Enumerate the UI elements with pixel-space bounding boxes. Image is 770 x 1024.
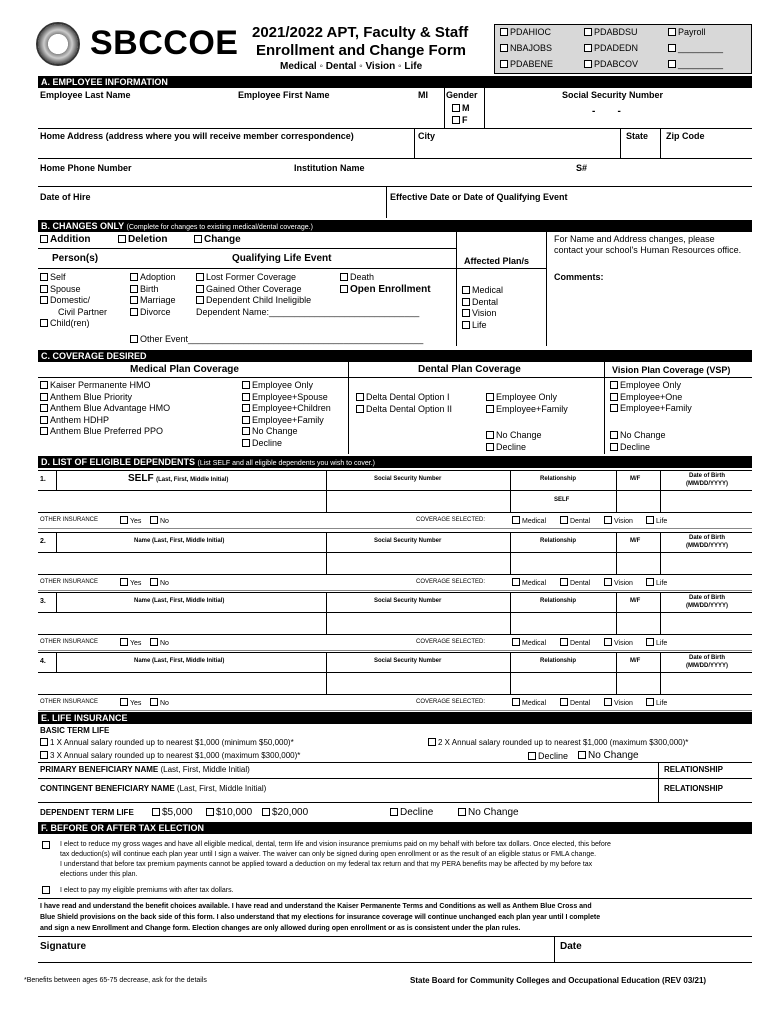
qle-dependent-name-field[interactable]: Dependent Name:______________________________ — [196, 306, 420, 317]
dependent-number: 3. — [40, 598, 46, 605]
relationship-header: Relationship — [540, 658, 577, 664]
form-subtitle: Medical ◦ Dental ◦ Vision ◦ Life — [280, 61, 423, 72]
person-self[interactable]: Self — [40, 272, 107, 284]
relationship-header: Relationship — [540, 538, 577, 544]
mf-header: M/F — [630, 658, 641, 664]
ssn-header: Social Security Number — [374, 658, 442, 664]
primary-beneficiary-label: PRIMARY BENEFICIARY NAME (Last, First, Middle Initial) — [40, 765, 250, 774]
payroll-code-row-2b: PDADEDN — [584, 43, 638, 53]
ssn-dashes: - - — [592, 106, 621, 117]
addition-option[interactable]: Addition — [40, 234, 91, 245]
payroll-code-row-2c: _________ — [668, 43, 723, 53]
checkbox[interactable] — [668, 44, 676, 52]
medical-anthem-hdhp[interactable]: Anthem HDHP — [40, 415, 170, 427]
deletion-option[interactable]: Deletion — [118, 234, 167, 245]
primary-relationship-label: RELATIONSHIP — [664, 765, 723, 774]
vision-decline[interactable]: Decline — [610, 442, 666, 454]
affected-plan-options — [462, 285, 503, 331]
dental-plan-heading: Dental Plan Coverage — [418, 364, 521, 375]
footer-agency: State Board for Community Colleges and Occupational Education (REV 03/21) — [410, 976, 707, 985]
persons-heading: Person(s) — [52, 253, 99, 264]
person-options — [40, 272, 107, 330]
qle-death[interactable]: Death — [340, 272, 374, 282]
med-tier-children[interactable]: Employee+Children — [242, 403, 331, 415]
qle-heading: Qualifying Life Event — [232, 253, 332, 264]
other-insurance-no[interactable]: No — [150, 638, 169, 647]
form-title-line2: Enrollment and Change Form — [256, 42, 467, 59]
before-tax-checkbox[interactable] — [42, 840, 52, 850]
coverage-vision[interactable]: Vision — [604, 578, 633, 587]
vision-tier-options — [610, 380, 692, 415]
ssn-header: Social Security Number — [374, 598, 442, 604]
footer-note: *Benefits between ages 65-75 decrease, ask for the details — [24, 977, 207, 984]
payroll-code-row-1c: Payroll — [668, 27, 706, 37]
date-of-hire-label: Date of Hire — [40, 192, 91, 202]
qle-options-col2 — [196, 272, 419, 318]
life-3x-option[interactable]: 3 X Annual salary rounded up to nearest $1,000 (maximum $300,000)* — [40, 751, 300, 760]
dep-life-5000[interactable]: $5,000 — [152, 807, 193, 818]
mf-header: M/F — [630, 598, 641, 604]
name-change-note: For Name and Address changes, please contact your school's Human Resources office. — [554, 234, 742, 255]
medical-anthem-priority[interactable]: Anthem Blue Priority — [40, 392, 170, 404]
self-relationship-value: SELF — [554, 497, 570, 503]
mi-label: MI — [418, 90, 428, 100]
dental-option-1[interactable]: Delta Dental Option I — [356, 392, 452, 404]
checkbox[interactable] — [584, 44, 592, 52]
vision-employee-one[interactable]: Employee+One — [610, 392, 692, 404]
home-phone-label: Home Phone Number — [40, 163, 132, 173]
coverage-dental[interactable]: Dental — [560, 698, 590, 707]
dep-life-10000[interactable]: $10,000 — [206, 807, 252, 818]
dependent-name-header: Name (Last, First, Middle Initial) — [134, 538, 225, 544]
coverage-selected-label: COVERAGE SELECTED: — [416, 699, 486, 705]
affected-plans-heading: Affected Plan/s — [464, 256, 530, 266]
qle-dependent-ineligible[interactable]: Dependent Child Ineligible — [196, 295, 419, 307]
payroll-code-row-1: PDAHIOC — [500, 27, 551, 37]
qle-open-enrollment[interactable]: Open Enrollment — [340, 284, 431, 295]
vision-employee-only[interactable]: Employee Only — [610, 380, 692, 392]
affected-dental[interactable]: Dental — [462, 297, 503, 309]
person-children[interactable]: Child(ren) — [40, 318, 107, 330]
coverage-vision[interactable]: Vision — [604, 698, 633, 707]
s-number-label: S# — [576, 163, 588, 173]
gender-m-option[interactable]: M — [452, 103, 470, 113]
payroll-code-row-2: NBAJOBS — [500, 43, 552, 53]
state-label: State — [626, 131, 649, 141]
last-name-label: Employee Last Name — [40, 90, 131, 100]
mf-header: M/F — [630, 476, 641, 482]
section-a-header: A. EMPLOYEE INFORMATION — [38, 76, 752, 88]
seal-logo — [36, 22, 80, 66]
other-insurance-no[interactable]: No — [150, 578, 169, 587]
other-insurance-no[interactable]: No — [150, 698, 169, 707]
agency-logo-text: SBCCOE — [90, 24, 239, 62]
relationship-header: Relationship — [540, 476, 577, 482]
city-label: City — [418, 131, 436, 141]
life-no-change[interactable]: No Change — [578, 750, 639, 761]
coverage-dental[interactable]: Dental — [560, 516, 590, 525]
coverage-vision[interactable]: Vision — [604, 516, 633, 525]
dependent-number: 4. — [40, 658, 46, 665]
ssn-label: Social Security Number — [562, 90, 664, 100]
checkbox[interactable] — [500, 44, 508, 52]
other-insurance-yes[interactable]: Yes — [120, 516, 141, 525]
self-name-header: SELF (Last, First, Middle Initial) — [128, 473, 229, 484]
medical-kaiser-hmo[interactable]: Kaiser Permanente HMO — [40, 380, 170, 392]
certification-text: I have read and understand the benefit choices available. I have read and understand the Kaiser Permanente Terms and Conditions as well as Anthem Blue Cross and Blue Shield provisions on the back side of this form. I also understand that my elections for insurance coverage will continue unchanged each plan year until I complete and sign a new Enrollment and Change form. Election changes are only allowed during open enrollment or as is consistent under the plan rules. — [40, 903, 601, 932]
other-insurance-label: OTHER INSURANCE — [40, 639, 99, 645]
dental-nochange-options — [486, 430, 542, 453]
coverage-life[interactable]: Life — [646, 578, 667, 587]
qle-birth[interactable]: Birth — [130, 284, 176, 296]
payroll-code-row-3: PDABENE — [500, 59, 553, 69]
medical-anthem-advantage[interactable]: Anthem Blue Advantage HMO — [40, 403, 170, 415]
dental-employee-only[interactable]: Employee Only — [486, 392, 568, 404]
checkbox[interactable] — [668, 60, 676, 68]
life-1x-option[interactable]: 1 X Annual salary rounded up to nearest $1,000 (minimum $50,000)* — [40, 738, 294, 747]
payroll-code-row-3b: PDABCOV — [584, 59, 638, 69]
ssn-header: Social Security Number — [374, 476, 442, 482]
checkbox[interactable] — [500, 28, 508, 36]
qle-marriage[interactable]: Marriage — [130, 295, 176, 307]
dental-no-change[interactable]: No Change — [486, 430, 542, 442]
checkbox[interactable] — [500, 60, 508, 68]
contingent-relationship-label: RELATIONSHIP — [664, 784, 723, 793]
coverage-life[interactable]: Life — [646, 698, 667, 707]
section-c-header: C. COVERAGE DESIRED — [38, 350, 752, 362]
checkbox[interactable] — [584, 60, 592, 68]
gender-f-option[interactable]: F — [452, 115, 468, 125]
after-tax-checkbox[interactable] — [42, 885, 52, 895]
home-address-label: Home Address (address where you will receive member correspondence) — [40, 131, 354, 141]
coverage-selected-label: COVERAGE SELECTED: — [416, 517, 486, 523]
dob-header: Date of Birth (MM/DD/YYYY) — [686, 473, 728, 487]
mf-header: M/F — [630, 538, 641, 544]
other-insurance-no[interactable]: No — [150, 516, 169, 525]
after-tax-text: I elect to pay my eligible premiums with after tax dollars. — [60, 887, 234, 894]
vision-nochange-options — [610, 430, 666, 453]
affected-vision[interactable]: Vision — [462, 308, 503, 320]
coverage-medical[interactable]: Medical — [512, 698, 546, 707]
before-tax-text: I elect to reduce my gross wages and have all eligible medical, dental, term life and vision insurance premiums paid on my behalf with before tax dollars. Once elected, this before tax deduction(s) will continue each plan year until I sign a waiver. The waiver can only be signed during open enrollment or as the result of an eligible status or FMLA change. I understand that before tax premium payments cannot be applied toward a deduction on my federal tax return and that my PERA benefits may be affected by my before tax elections under this plan. — [60, 841, 611, 878]
institution-label: Institution Name — [294, 163, 365, 173]
other-insurance-label: OTHER INSURANCE — [40, 579, 99, 585]
coverage-vision[interactable]: Vision — [604, 638, 633, 647]
relationship-header: Relationship — [540, 598, 577, 604]
checkbox[interactable] — [584, 28, 592, 36]
qle-divorce[interactable]: Divorce — [130, 307, 176, 319]
coverage-dental[interactable]: Dental — [560, 638, 590, 647]
checkbox[interactable] — [668, 28, 676, 36]
change-option[interactable]: Change — [194, 234, 241, 245]
dental-tier-options — [486, 392, 568, 415]
basic-term-life-label: BASIC TERM LIFE — [40, 726, 110, 735]
section-f-header: F. BEFORE OR AFTER TAX ELECTION — [38, 822, 752, 834]
dob-header: Date of Birth (MM/DD/YYYY) — [686, 655, 728, 669]
section-b-header: B. CHANGES ONLY (Complete for changes to existing medical/dental coverage.) — [38, 220, 752, 232]
signature-label: Signature — [40, 941, 87, 952]
dep-life-no-change[interactable]: No Change — [458, 807, 519, 818]
form-title-line1: 2021/2022 APT, Faculty & Staff — [252, 24, 469, 41]
other-insurance-label: OTHER INSURANCE — [40, 517, 99, 523]
coverage-medical[interactable]: Medical — [512, 638, 546, 647]
med-tier-family[interactable]: Employee+Family — [242, 415, 331, 427]
person-domestic[interactable]: Domestic/ — [40, 295, 107, 307]
payroll-code-row-3c: _________ — [668, 59, 723, 69]
qle-other-event[interactable]: Other Event_______________________________________________ — [130, 334, 423, 344]
other-insurance-label: OTHER INSURANCE — [40, 699, 99, 705]
medical-anthem-ppo[interactable]: Anthem Blue Preferred PPO — [40, 426, 170, 438]
dental-decline[interactable]: Decline — [486, 442, 542, 454]
med-decline[interactable]: Decline — [242, 438, 331, 450]
date-label: Date — [560, 941, 582, 952]
other-insurance-yes[interactable]: Yes — [120, 638, 141, 647]
qle-adoption[interactable]: Adoption — [130, 272, 176, 284]
comments-label: Comments: — [554, 272, 604, 282]
dental-employee-family[interactable]: Employee+Family — [486, 404, 568, 416]
other-insurance-yes[interactable]: Yes — [120, 698, 141, 707]
effective-date-label: Effective Date or Date of Qualifying Event — [390, 192, 568, 202]
med-tier-spouse[interactable]: Employee+Spouse — [242, 392, 331, 404]
vision-employee-family[interactable]: Employee+Family — [610, 403, 692, 415]
medical-tier-options — [242, 380, 331, 449]
section-e-header: E. LIFE INSURANCE — [38, 712, 752, 724]
section-d-header: D. LIST OF ELIGIBLE DEPENDENTS (List SELF and all eligible dependents you wish to cover.) — [38, 456, 752, 468]
vision-plan-heading: Vision Plan Coverage (VSP) — [612, 365, 731, 375]
ssn-header: Social Security Number — [374, 538, 442, 544]
vision-no-change[interactable]: No Change — [610, 430, 666, 442]
coverage-selected-label: COVERAGE SELECTED: — [416, 579, 486, 585]
coverage-life[interactable]: Life — [646, 516, 667, 525]
zip-label: Zip Code — [666, 131, 705, 141]
dental-plan-options — [356, 392, 452, 415]
dependent-number: 1. — [40, 476, 46, 483]
first-name-label: Employee First Name — [238, 90, 330, 100]
life-2x-option[interactable]: 2 X Annual salary rounded up to nearest $1,000 (maximum $300,000)* — [428, 738, 688, 747]
coverage-dental[interactable]: Dental — [560, 578, 590, 587]
coverage-life[interactable]: Life — [646, 638, 667, 647]
dependent-name-header: Name (Last, First, Middle Initial) — [134, 598, 225, 604]
dependent-number: 2. — [40, 538, 46, 545]
payroll-code-row-1b: PDABDSU — [584, 27, 638, 37]
coverage-medical[interactable]: Medical — [512, 516, 546, 525]
other-insurance-yes[interactable]: Yes — [120, 578, 141, 587]
med-tier-employee-only[interactable]: Employee Only — [242, 380, 331, 392]
dob-header: Date of Birth (MM/DD/YYYY) — [686, 535, 728, 549]
med-no-change[interactable]: No Change — [242, 426, 331, 438]
qle-gained-coverage[interactable]: Gained Other Coverage — [196, 284, 419, 296]
qle-lost-coverage[interactable]: Lost Former Coverage — [196, 272, 419, 284]
coverage-medical[interactable]: Medical — [512, 578, 546, 587]
person-spouse[interactable]: Spouse — [40, 284, 107, 296]
qle-options-col1 — [130, 272, 176, 318]
medical-plan-options — [40, 380, 170, 438]
affected-life[interactable]: Life — [462, 320, 503, 332]
dental-option-2[interactable]: Delta Dental Option II — [356, 404, 452, 416]
medical-plan-heading: Medical Plan Coverage — [130, 364, 239, 375]
contingent-beneficiary-label: CONTINGENT BENEFICIARY NAME (Last, First, Middle Initial) — [40, 784, 267, 793]
life-decline[interactable]: Decline — [528, 751, 568, 761]
dependent-term-life-label: DEPENDENT TERM LIFE — [40, 808, 134, 817]
gender-label: Gender — [446, 90, 478, 100]
affected-medical[interactable]: Medical — [462, 285, 503, 297]
dob-header: Date of Birth (MM/DD/YYYY) — [686, 595, 728, 609]
coverage-selected-label: COVERAGE SELECTED: — [416, 639, 486, 645]
dependent-name-header: Name (Last, First, Middle Initial) — [134, 658, 225, 664]
person-civil-partner-label: Civil Partner — [58, 306, 108, 317]
dep-life-20000[interactable]: $20,000 — [262, 807, 308, 818]
dep-life-decline[interactable]: Decline — [390, 807, 433, 818]
